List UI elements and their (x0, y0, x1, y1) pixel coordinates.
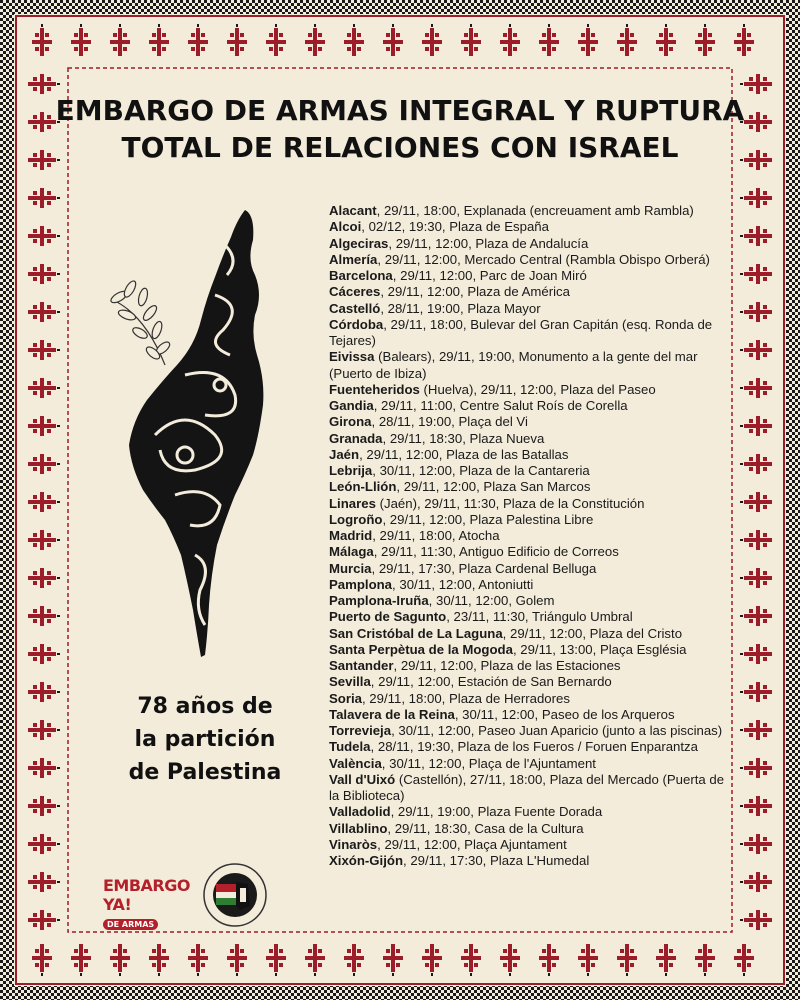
event-item (329, 837, 729, 853)
event-list (329, 203, 729, 869)
event-item (329, 658, 729, 674)
border-motif (28, 492, 60, 512)
border-motif (344, 24, 364, 56)
subtitle-line-2: la partición (134, 727, 276, 752)
border-motif (32, 24, 52, 56)
event-details: , 29/11, 17:30, Plaza Cardenal Belluga (371, 560, 597, 576)
event-item (329, 707, 729, 723)
event-details: , 30/11, 12:00, Paseo Juan Aparicio (junto a las piscinas) (391, 723, 723, 738)
event-item (329, 642, 729, 658)
border-motif (28, 264, 60, 284)
event-item (329, 496, 729, 512)
event-details: , 29/11, 18:00, Bulevar del Gran Capitán (esq. Ronda de Tejares) (329, 316, 713, 348)
event-details: , 30/11, 12:00, Golem (428, 593, 555, 608)
event-item (329, 398, 729, 414)
event-details: , 29/11, 18:00, Atocha (372, 528, 500, 543)
border-motif (539, 24, 559, 56)
event-city: Fuenteheridos (329, 381, 420, 397)
border-motif (305, 24, 325, 56)
border-motif (740, 302, 772, 322)
border-motif (71, 24, 91, 56)
border-motif (695, 944, 715, 976)
event-details: , 29/11, 12:00, Plaza Palestina Libre (382, 511, 594, 527)
event-city: Castelló (329, 300, 381, 316)
event-city: Talavera de la Reina (329, 706, 455, 722)
event-item (329, 772, 729, 805)
event-city: Murcia (329, 560, 372, 576)
border-motif (188, 944, 208, 976)
event-details: , 28/11, 19:00, Plaça del Vi (371, 414, 528, 430)
border-motif (740, 74, 772, 94)
event-city: Torrevieja (329, 723, 392, 738)
event-item (329, 268, 729, 284)
border-motif (28, 188, 60, 208)
border-motif (740, 416, 772, 436)
border-motif (28, 454, 60, 474)
border-motif (617, 24, 637, 56)
event-item (329, 544, 729, 560)
event-city: Granada (329, 430, 383, 446)
border-motif (266, 944, 286, 976)
event-item (329, 853, 729, 869)
border-motif (305, 944, 325, 976)
border-motif (461, 944, 481, 976)
border-motif (110, 944, 130, 976)
event-city: Sevilla (329, 674, 371, 690)
event-city: Linares (329, 495, 376, 511)
border-motif (740, 530, 772, 550)
title-line-2: TOTAL DE RELACIONES CON ISRAEL (121, 131, 679, 164)
event-details: , 30/11, 12:00, Antoniutti (392, 576, 534, 592)
border-motif (71, 944, 91, 976)
border-motif (28, 568, 60, 588)
border-motif (28, 340, 60, 360)
event-item (329, 236, 729, 252)
event-details: , 29/11, 12:00, Parc de Joan Miró (392, 268, 587, 283)
event-city: Alacant (329, 203, 377, 218)
event-details: , 30/11, 12:00, Plaza de la Cantareria (372, 463, 590, 478)
event-city: San Cristóbal de La Laguna (329, 625, 503, 641)
event-city: Algeciras (329, 235, 389, 251)
event-details: , 29/11, 12:00, Plaza de las Batallas (359, 446, 569, 462)
event-item (329, 804, 729, 820)
border-motif (740, 720, 772, 740)
event-city: Xixón-Gijón (329, 853, 403, 868)
event-city: León-Llión (329, 479, 397, 495)
olive-branch-icon (109, 279, 171, 365)
event-city: València (329, 755, 382, 771)
event-city: Lebrija (329, 463, 373, 478)
border-motif (149, 24, 169, 56)
event-details: , 23/11, 11:30, Triángulo Umbral (446, 609, 633, 625)
event-item (329, 577, 729, 593)
event-item (329, 447, 729, 463)
event-city: Soria (329, 690, 362, 706)
event-details: , 02/12, 19:30, Plaza de España (361, 219, 549, 235)
border-motif (28, 644, 60, 664)
subtitle-line-1: 78 años de (137, 694, 273, 719)
border-motif (28, 682, 60, 702)
border-motif (422, 944, 442, 976)
border-motif (188, 24, 208, 56)
border-motif (149, 944, 169, 976)
border-motif (32, 944, 52, 976)
event-details: , 30/11, 12:00, Plaça de l'Ajuntament (381, 755, 596, 771)
event-city: Málaga (329, 544, 374, 560)
border-motif (740, 758, 772, 778)
border-motif (740, 644, 772, 664)
event-item (329, 626, 729, 642)
event-details: (Balears), 29/11, 19:00, Monumento a la gente del mar (Puerto de Ibiza) (329, 349, 698, 381)
border-motif (578, 944, 598, 976)
event-city: Villablino (329, 820, 388, 836)
event-city: Logroño (329, 511, 383, 527)
event-details: , 29/11, 18:00, Plaza de Herradores (361, 690, 570, 706)
anniversary-subtitle (120, 690, 290, 789)
border-motif (28, 720, 60, 740)
border-motif (740, 378, 772, 398)
border-motif (740, 796, 772, 816)
event-details: , 29/11, 18:30, Casa de la Cultura (387, 820, 584, 836)
border-motif (227, 24, 247, 56)
event-details: , 29/11, 12:00, Estación de San Bernardo (370, 674, 612, 690)
border-motif (110, 24, 130, 56)
event-item (329, 382, 729, 398)
border-motif (28, 758, 60, 778)
border-motif (28, 834, 60, 854)
event-details: , 29/11, 12:00, Plaza de América (380, 284, 570, 300)
border-motif (500, 24, 520, 56)
event-city: Eivissa (329, 349, 375, 365)
border-motif (656, 944, 676, 976)
embargo-logo-text: EMBARGO YA! (103, 876, 190, 914)
event-details: , 29/11, 13:00, Plaça Església (512, 641, 687, 657)
event-details: , 29/11, 18:30, Plaza Nueva (382, 430, 545, 446)
border-motif (734, 24, 754, 56)
event-city: Santa Perpètua de la Mogoda (329, 641, 513, 657)
event-item (329, 431, 729, 447)
border-motif (578, 24, 598, 56)
event-city: Gandia (329, 398, 374, 413)
event-city: Almería (329, 251, 378, 267)
event-item (329, 561, 729, 577)
border-motif (500, 944, 520, 976)
border-motif (617, 944, 637, 976)
event-item (329, 512, 729, 528)
border-motif (740, 606, 772, 626)
map-silhouette (129, 210, 263, 657)
event-item (329, 609, 729, 625)
border-motif (28, 74, 60, 94)
event-city: Madrid (329, 528, 373, 543)
border-motif (656, 24, 676, 56)
event-city: Córdoba (329, 316, 384, 332)
border-motif (344, 944, 364, 976)
event-details: (Jaén), 29/11, 11:30, Plaza de la Constitución (375, 495, 645, 511)
border-motif (740, 682, 772, 702)
border-motif (227, 944, 247, 976)
event-city: Valladolid (329, 804, 391, 820)
event-city: Pamplona-Iruña (329, 593, 429, 608)
event-details: , 29/11, 17:30, Plaza L'Humedal (403, 853, 590, 868)
border-motif (422, 24, 442, 56)
title-line-1: EMBARGO DE ARMAS INTEGRAL Y RUPTURA (55, 94, 745, 127)
border-motif (266, 24, 286, 56)
border-motif (28, 910, 60, 930)
border-motif (740, 872, 772, 892)
event-item (329, 301, 729, 317)
event-city: Pamplona (329, 576, 393, 592)
event-details: (Huelva), 29/11, 12:00, Plaza del Paseo (419, 381, 656, 397)
event-details: , 29/11, 12:00, Mercado Central (Rambla Obispo Orberá) (377, 251, 710, 267)
event-city: Vall d'Uixó (329, 771, 396, 787)
event-item (329, 317, 729, 350)
border-motif (740, 226, 772, 246)
event-city: Puerto de Sagunto (329, 609, 447, 625)
event-details: , 29/11, 12:00, Plaça Ajuntament (377, 836, 567, 852)
border-motif (28, 226, 60, 246)
border-motif (740, 910, 772, 930)
event-details: , 29/11, 12:00, Plaza de Andalucía (388, 235, 589, 251)
event-item (329, 414, 729, 430)
coalition-seal-icon (202, 862, 268, 928)
event-city: Barcelona (329, 268, 393, 283)
event-item (329, 821, 729, 837)
event-details: , 28/11, 19:30, Plaza de los Fueros / Foruen Enparantza (370, 739, 698, 755)
event-details: , 29/11, 19:00, Plaza Fuente Dorada (390, 804, 603, 820)
event-city: Jaén (329, 446, 360, 462)
embargo-logo-subtext: DE ARMAS (103, 919, 158, 930)
event-city: Tudela (329, 739, 371, 755)
border-motif (695, 24, 715, 56)
event-details: , 29/11, 18:00, Explanada (encreuament amb Rambla) (376, 203, 694, 218)
palestine-calligraphy-map (105, 205, 295, 665)
border-motif (539, 944, 559, 976)
event-item (329, 739, 729, 755)
event-details: , 28/11, 19:00, Plaza Mayor (380, 300, 541, 316)
main-title (40, 92, 760, 166)
border-motif (740, 340, 772, 360)
event-city: Vinaròs (329, 836, 378, 852)
border-motif (28, 378, 60, 398)
border-motif (740, 264, 772, 284)
border-motif (383, 24, 403, 56)
event-item (329, 691, 729, 707)
border-motif (28, 872, 60, 892)
event-item (329, 463, 729, 479)
event-item (329, 203, 729, 219)
event-item (329, 756, 729, 772)
event-item (329, 593, 729, 609)
event-details: , 29/11, 11:00, Centre Salut Roís de Corella (373, 398, 628, 413)
event-item (329, 349, 729, 382)
event-city: Santander (329, 658, 394, 673)
event-details: , 29/11, 12:00, Plaza San Marcos (396, 479, 591, 495)
event-item (329, 219, 729, 235)
event-item (329, 674, 729, 690)
event-details: , 29/11, 11:30, Antiguo Edificio de Correos (373, 544, 619, 560)
border-motif (28, 530, 60, 550)
border-motif (740, 568, 772, 588)
border-motif (740, 454, 772, 474)
event-details: , 30/11, 12:00, Paseo de los Arqueros (454, 706, 675, 722)
border-motif (28, 416, 60, 436)
border-motif (740, 492, 772, 512)
border-motif (383, 944, 403, 976)
event-item (329, 479, 729, 495)
border-motif (28, 606, 60, 626)
border-motif (740, 834, 772, 854)
embargo-ya-logo (103, 876, 190, 929)
event-city: Girona (329, 414, 372, 430)
event-details: , 29/11, 12:00, Plaza de las Estaciones (393, 658, 621, 673)
border-motif (28, 302, 60, 322)
border-motif (28, 796, 60, 816)
event-item (329, 284, 729, 300)
event-city: Alcoi (329, 219, 362, 235)
event-details: (Castellón), 27/11, 18:00, Plaza del Mercado (Puerta de la Biblioteca) (329, 771, 725, 803)
event-details: , 29/11, 12:00, Plaza del Cristo (502, 625, 683, 641)
event-item (329, 252, 729, 268)
border-motif (461, 24, 481, 56)
event-item (329, 723, 729, 739)
border-motif (740, 188, 772, 208)
border-motif (734, 944, 754, 976)
subtitle-line-3: de Palestina (128, 760, 282, 785)
event-city: Cáceres (329, 284, 381, 300)
event-item (329, 528, 729, 544)
